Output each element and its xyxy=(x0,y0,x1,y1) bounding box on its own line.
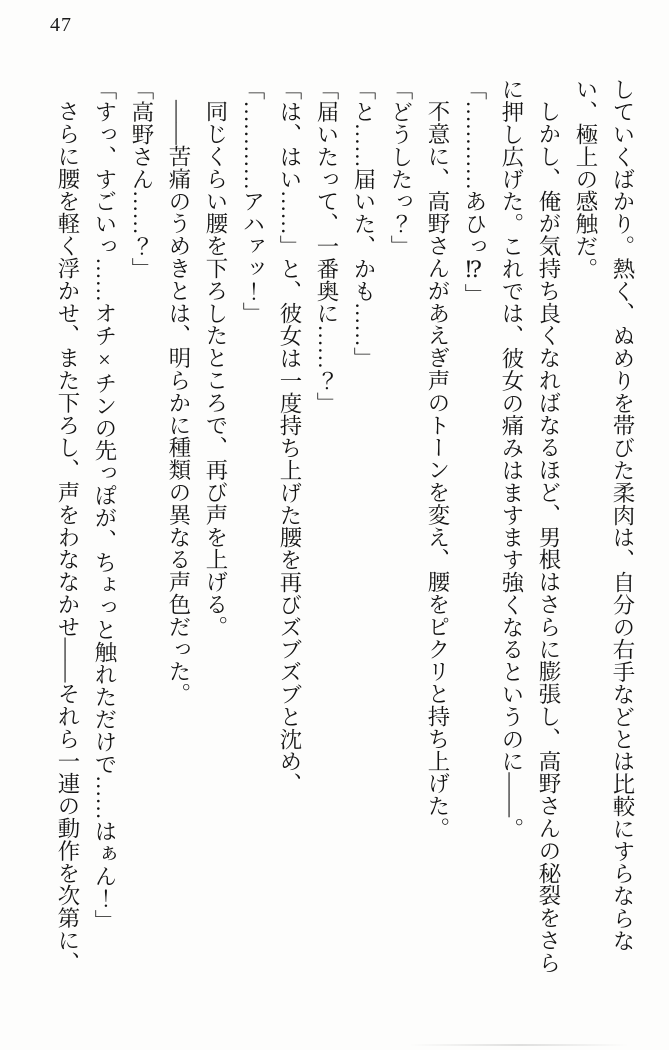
paragraph: 「高野さん……？」 xyxy=(129,78,154,280)
paragraph: 「すっ、すごいっ……オチ×チンの先っぽが、ちょっと触れただけで……はぁん！」 xyxy=(92,78,117,932)
page-number: 47 xyxy=(50,14,72,36)
paragraph: 不意に、高野さんがあえぎ声のトーンを変え、腰をピクリと持ち上げた。 xyxy=(425,100,450,840)
paragraph: 「…………あひっ⁉」 xyxy=(462,78,487,306)
paragraph: 同じくらい腰を下ろしたところで、再び声を上げる。 xyxy=(203,100,228,638)
paragraph: していくばかり。熱く、ぬめりを帯びた柔肉は、自分の右手などとは比較にすらならない、極上の感触だ。 xyxy=(573,78,635,952)
paragraph: 「…………アハァッ！」 xyxy=(240,78,265,325)
paragraph: しかし、俺が気持ち良くなればなるほど、男根はさらに膨張し、高野さんの秘裂をさらに押し広げた。これでは、彼女の痛みはますます強くなるというのに――。 xyxy=(499,78,561,974)
paragraph: さらに腰を軽く浮かせ、また下ろし、声をわななかせ――それら一連の動作を次第に、 xyxy=(55,100,80,974)
paragraph: 「と……届いた、かも……」 xyxy=(351,78,376,370)
scan-artifact xyxy=(409,1044,629,1046)
paragraph: 「どうしたっ？」 xyxy=(388,78,413,258)
body-text xyxy=(49,78,641,978)
paragraph: 「届いたって、一番奥に……？」 xyxy=(314,78,339,414)
paragraph: 「は、はい……」と、彼女は一度持ち上げた腰を再びズブズブと沈め、 xyxy=(277,78,302,795)
paragraph: ――苦痛のうめきとは、明らかに種類の異なる声色だった。 xyxy=(166,100,191,706)
